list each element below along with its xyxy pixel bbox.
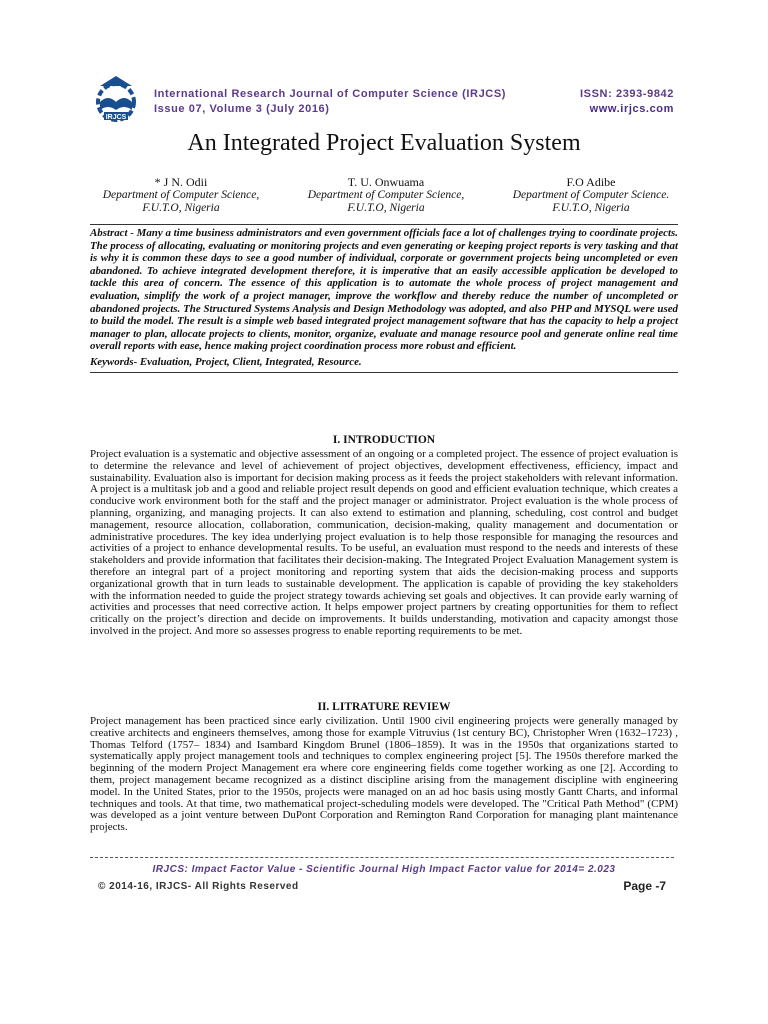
journal-url[interactable]: www.irjcs.com [589,103,674,115]
author-name: * J N. Odii [154,175,208,189]
logo-text: IRJCS [105,114,127,121]
impact-factor-note: IRJCS: Impact Factor Value - Scientific Journal High Impact Factor value for 2014= 2.023 [152,864,616,875]
author-list [86,176,686,215]
journal-header [154,87,506,117]
copyright: © 2014-16, IRJCS- All Rights Reserved [98,881,299,892]
keywords: Keywords- Evaluation, Project, Client, Integrated, Resource. [90,355,362,368]
paper-title: An Integrated Project Evaluation System [187,130,581,156]
abstract-text: Abstract - Many a time business administrators and even government officials face a lot of challenges trying to coordinate projects. The process of allocating, evaluating or monitoring projects and even generating or keeping project reports is very tasking and that is why it is common these days to see a good number of individual, corporate or government projects being uncompleted or even abandoned. To achieve integrated development therefore, it is imperative that an easily accessible application be developed to tackle this area of concern. The essence of this application is to automate the whole process of project management and evaluation, simplify the work of a project manager, improve the workflow and thereby reduce the number of uncompleted or abandoned projects. The Structured Systems Analysis and Design Methodology was adopted, and also PHP and MYSQL were used to build the model. The result is a simple web based integrated project management software that has the capacity to help a project manager to plan, allocate projects to clients, monitor, organize, evaluate and manage resource pool and generate online real time overall reports with ease, hence making project coordination process more robust and efficient. [90,227,678,353]
journal-issue: Issue 07, Volume 3 (July 2016) [154,103,330,115]
journal-name: International Research Journal of Computer Science (IRJCS) [154,88,507,100]
introduction-text: Project evaluation is a systematic and objective assessment of an ongoing or a completed project. The essence of project evaluation is to determine the relevance and level of achievement of project objectives, development effectiveness, efficiency, impact and sustainability. Evaluation also is important for decision making process as it feeds the project stakeholders with relevant information. A project is a multitask job and a good and reliable project result depends on good and efficient evaluation technique, which creates a conducive work environment both for the staff and the project manager or administrator. Project evaluation is the whole process of planning, organizing, and managing projects. It can also extend to estimation and planning, scheduling, cost control and budget management, resource allocation, collaboration, communication, decision-making, quality management and documentation or administrative procedures. The key idea underlying project evaluation is to help those responsible for managing the resources and activities of a project to enhance developmental results. To be useful, an evaluation must respond to the needs and interests of these stakeholders and provide information that facilitates their decision-making. The Integrated Project Evaluation Management system is therefore an integral part of a project monitoring and reporting system that aids the decision-making process and supports organizational growth that in turn leads to sustainable development. The application is capable of providing the key stakeholders with the information needed to guide the project strategy towards achieving set goals and objectives. It can provide early warning of activities and processes that need corrective action. It helps empower project partners by creating opportunities for them to reflect critically on the project’s direction and decide on improvements. It builds understanding, motivation and capacity amongst those involved in the project. And more so assesses progress to enable reporting requirements to be met. [90,448,678,637]
section-heading-literature-review: II. LITRATURE REVIEW [317,701,451,713]
literature-review-text: Project management has been practiced since early civilization. Until 1900 civil engineering projects were generally managed by creative architects and engineers themselves, among those for example Vitruvius (1st century BC), Christopher Wren (1632–1723) , Thomas Telford (1757– 1834) and Isambard Kingdom Brunel (1806–1859). It was in the 1950s that organizations started to systematically apply project management tools and techniques to complex engineering project [5]. The 1950s therefore marked the beginning of the modern Project Management era where core engineering fields come together working as one [2]. According to them, project management became recognized as a distinct discipline arising from the management discipline with engineering model. In the United States, prior to the 1950s, projects were managed on an ad hoc basis using mostly Gantt Charts, and informal techniques and tools. At that time, two mathematical project-scheduling models were developed. The "Critical Path Method" (CPM) was developed as a joint venture between DuPont Corporation and Remington Rand Corporation for managing plant maintenance projects. [90,715,678,834]
abstract-section [90,224,678,373]
author-block [86,176,276,215]
author-block [291,176,481,215]
author-dept: Department of Computer Science, [307,189,465,201]
section-heading-introduction: I. INTRODUCTION [332,434,436,446]
author-name: F.O Adibe [566,175,616,189]
page-number: Page -7 [623,879,666,893]
issn: ISSN: 2393-9842 [580,88,674,100]
author-dept: Department of Computer Science, [102,189,260,201]
irjcs-logo-icon [86,72,146,128]
author-inst: F.U.T.O, Nigeria [347,202,425,214]
footer-divider [90,857,674,858]
author-dept: Department of Computer Science. [512,189,670,201]
author-inst: F.U.T.O, Nigeria [142,202,220,214]
author-name: T. U. Onwuama [347,175,425,189]
journal-meta [580,87,674,117]
author-block [496,176,686,215]
author-inst: F.U.T.O, Nigeria [552,202,630,214]
